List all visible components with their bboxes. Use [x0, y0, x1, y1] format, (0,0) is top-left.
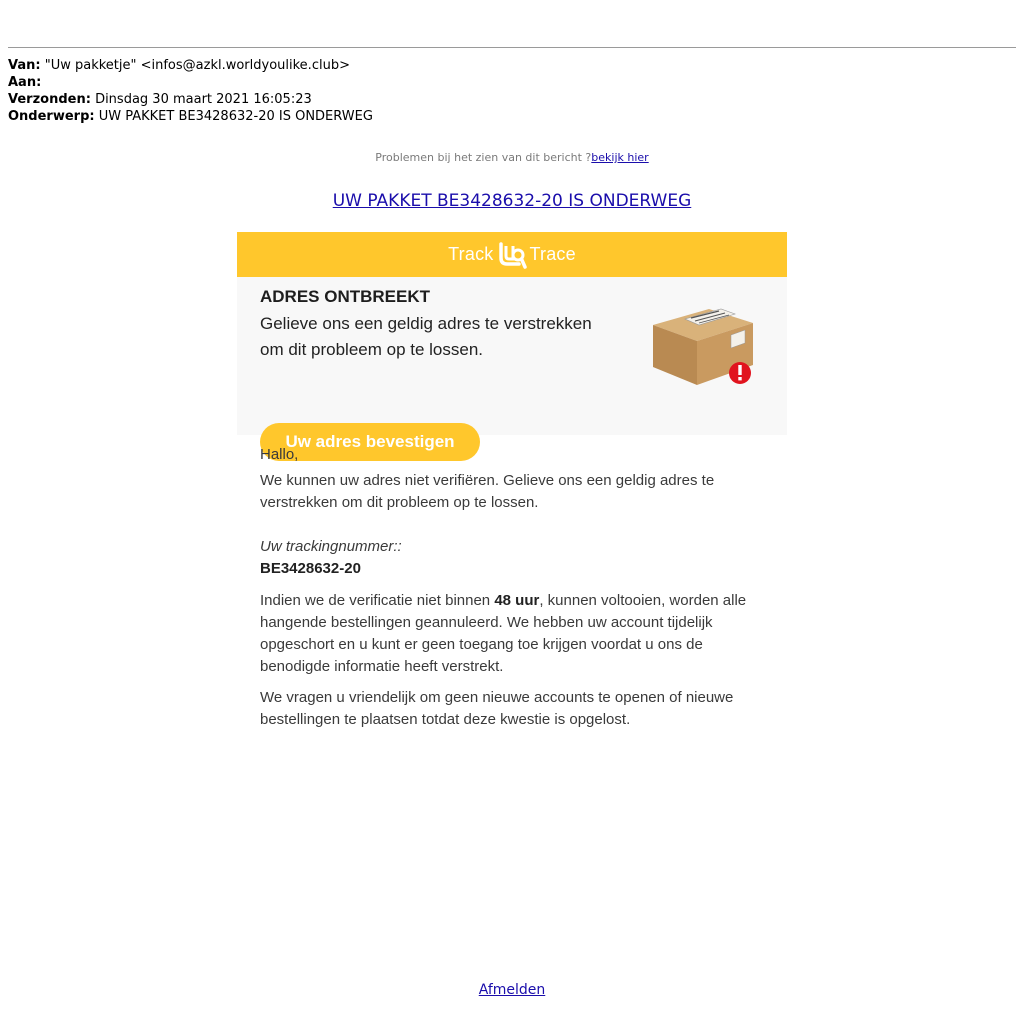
alert-hero [237, 277, 787, 451]
request-paragraph: We vragen u vriendelijk om geen nieuwe accounts te openen of nieuwe bestellingen te plaatsen totdat deze kwestie is opgelost. [260, 689, 734, 728]
notice-text: Problemen bij het zien van dit bericht ? [375, 151, 592, 164]
warning-text-start: Indien we de verificatie niet binnen [260, 592, 495, 609]
email-card [237, 232, 787, 451]
email-title [0, 191, 1024, 211]
view-online-link[interactable]: bekijk hier [591, 151, 649, 164]
subject-value: UW PAKKET BE3428632-20 IS ONDERWEG [98, 109, 373, 124]
deadline-text: 48 uur [494, 592, 540, 609]
magnifier-logo-icon [497, 240, 527, 270]
to-label: Aan: [8, 75, 42, 90]
subject-label: Onderwerp: [8, 109, 95, 124]
warning-text-end: , kunnen voltooien, worden alle hangende bestellingen geannuleerd. We hebben uw account tijdelijk opgeschort en u kunt er geen toegang toe krijgen voordat u ons de benodigde informatie heeft verstrekt. [260, 592, 747, 675]
from-row [8, 57, 373, 74]
header-divider [8, 47, 1016, 48]
warning-paragraph [260, 590, 760, 678]
package-warning-icon [645, 289, 757, 389]
view-problem-notice [0, 151, 1024, 164]
from-label: Van: [8, 58, 41, 73]
to-row [8, 74, 373, 91]
tracking-number: BE3428632-20 [260, 560, 361, 577]
title-link[interactable]: UW PAKKET BE3428632-20 IS ONDERWEG [332, 191, 692, 211]
logo-text-right: Trace [529, 244, 576, 264]
verification-paragraph: We kunnen uw adres niet verifiëren. Gelieve ons een geldig adres te verstrekken om dit probleem op te lossen. [260, 472, 715, 511]
email-footer [0, 982, 1024, 998]
brand-banner [237, 232, 787, 277]
sent-label: Verzonden: [8, 92, 91, 107]
email-body [260, 444, 760, 731]
logo-text-left: Track [448, 244, 494, 264]
sent-value: Dinsdag 30 maart 2021 16:05:23 [95, 92, 312, 107]
confirm-address-label: Uw adres bevestigen [285, 432, 455, 451]
hero-title: ADRES ONTBREEKT [260, 287, 431, 306]
email-headers [8, 57, 373, 125]
track-trace-logo [448, 240, 576, 270]
from-value: "Uw pakketje" <infos@azkl.worldyoulike.club> [44, 58, 350, 73]
unsubscribe-link[interactable]: Afmelden [478, 982, 546, 998]
hero-text: Gelieve ons een geldig adres te verstrekken om dit probleem op te lossen. [260, 314, 592, 359]
tracking-label: Uw trackingnummer:: [260, 538, 402, 555]
subject-row [8, 108, 373, 125]
greeting: Hallo, [260, 446, 299, 463]
sent-row [8, 91, 373, 108]
